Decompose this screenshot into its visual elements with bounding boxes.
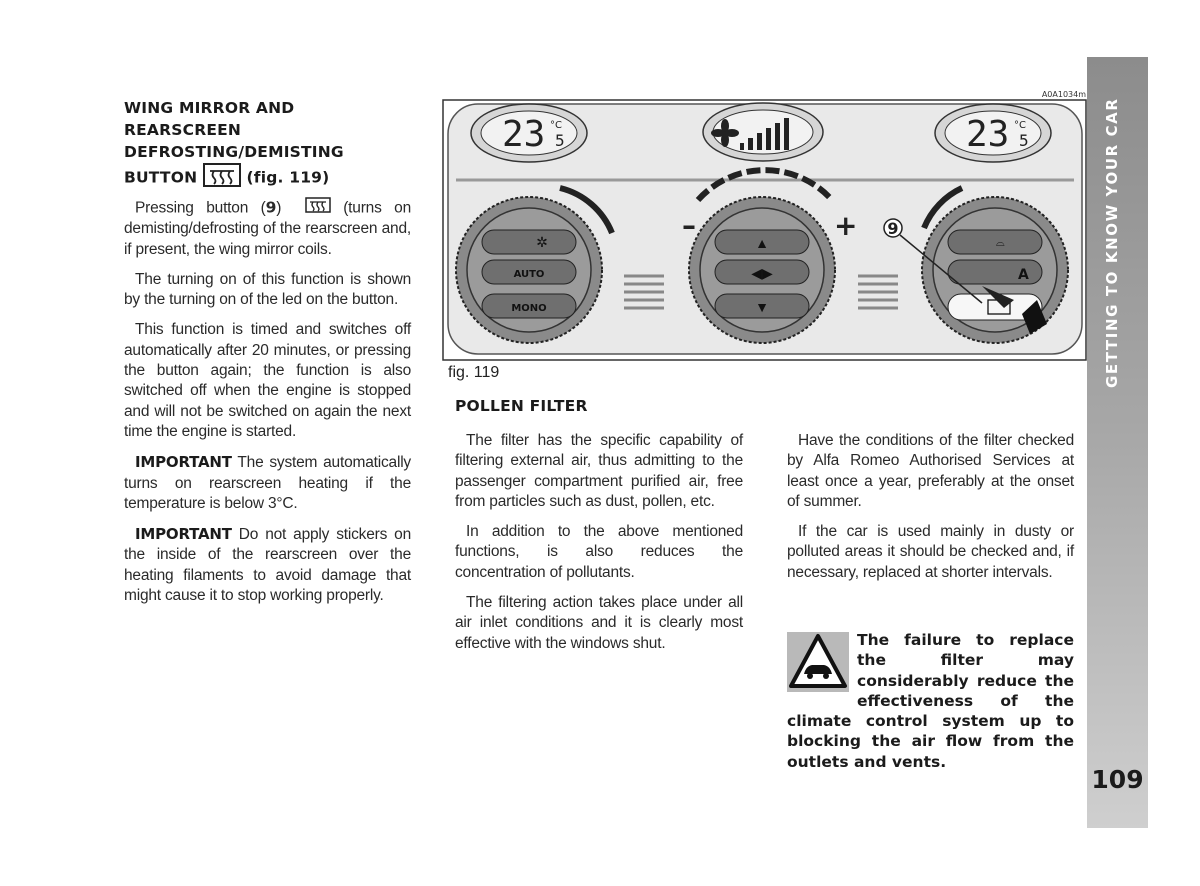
mono-label: MONO xyxy=(511,303,547,314)
right-temp-main: 23 xyxy=(966,114,1010,155)
middle-column xyxy=(455,395,743,664)
right-column xyxy=(787,431,1074,593)
paragraph-led: The turning on of this function is shown by the turning on of the led on the button. xyxy=(124,270,411,309)
paragraph-dusty-areas: If the car is used mainly in dusty or polluted areas it should be checked and, if necessary, replaced at shorter intervals. xyxy=(787,523,1074,581)
paragraph-pressing-button: Pressing button (9) (turns on demisting/defrosting of the rearscreen and, if present, the wing mirror coils. xyxy=(124,198,412,258)
arrow-down-icon: ▼ xyxy=(755,299,769,315)
right-temp-unit: °C xyxy=(1014,120,1026,131)
plus-symbol: + xyxy=(834,209,858,242)
paragraph-filter-checked: Have the conditions of the filter checked by Alfa Romeo Authorised Services at least once a year, preferably at the onset of summer. xyxy=(787,432,1074,510)
paragraph-filter-capability: The filter has the specific capability of filtering external air, thus admitting to the passenger compartment purified air, free from particles such as dust, pollen, etc. xyxy=(455,432,743,510)
left-temperature-display xyxy=(471,104,587,162)
paragraph-important-2: IMPORTANT Do not apply stickers on the inside of the rearscreen over the heating filaments to avoid damage that might cause it to stop working properly. xyxy=(124,525,411,605)
arrow-left-right-icon: ◀▶ xyxy=(751,265,773,281)
figure-caption: fig. 119 xyxy=(448,364,500,381)
figure-code: A0A1034m xyxy=(1041,90,1086,99)
paragraph-important-1: IMPORTANT The system automatically turns on rearscreen heating if the temperature is below 3°C. xyxy=(124,453,411,512)
recirculation-label: A xyxy=(1018,267,1029,283)
paragraph-filtering-action: The filtering action takes place under all air inlet conditions and it is clearly most effective with the windows shut. xyxy=(455,594,743,652)
paragraph-pollutants: In addition to the above mentioned functions, is also reduces the concentration of pollutants. xyxy=(455,523,743,581)
left-column xyxy=(124,97,411,616)
fan-speed-display xyxy=(703,103,823,161)
section-heading-wing-mirror: WING MIRROR AND REARSCREEN DEFROSTING/DEMISTING BUTTON (fig. 119) xyxy=(124,97,411,193)
climate-control-panel-illustration xyxy=(442,88,1087,363)
left-temp-main: 23 xyxy=(502,114,546,155)
left-temp-unit: °C xyxy=(550,120,562,131)
warning-block xyxy=(787,630,1074,772)
right-temp-decimal: 5 xyxy=(1019,131,1029,150)
paragraph-timed: This function is timed and switches off automatically after 20 minutes, or pressing the button again; the function is also switched off when the engine is stopped and will not be switched on again the next time the engine is started. xyxy=(124,321,411,440)
callout-number: 9 xyxy=(887,219,899,238)
auto-label: AUTO xyxy=(513,269,545,280)
minus-symbol: – xyxy=(682,209,696,242)
warning-text: The failure to replace the filter may considerably reduce the effectiveness of the climate control system up to blocking the air flow from the outlets and vents. xyxy=(787,631,1074,771)
section-heading-pollen-filter: POLLEN FILTER xyxy=(455,397,588,415)
figure-119 xyxy=(442,88,1087,363)
page-number: 109 xyxy=(1091,765,1144,794)
left-temp-decimal: 5 xyxy=(555,131,565,150)
arrow-up-icon: ▲ xyxy=(755,235,769,251)
windscreen-demist-icon: ⌓ xyxy=(996,237,1005,249)
rear-defrost-button-icon xyxy=(203,163,241,193)
chapter-title: GETTING TO KNOW YOUR CAR xyxy=(1103,97,1121,388)
right-temperature-display xyxy=(935,104,1051,162)
warning-car-icon xyxy=(787,632,849,692)
sun-icon: ✲ xyxy=(536,234,548,250)
rear-defrost-inline-icon xyxy=(294,197,331,219)
